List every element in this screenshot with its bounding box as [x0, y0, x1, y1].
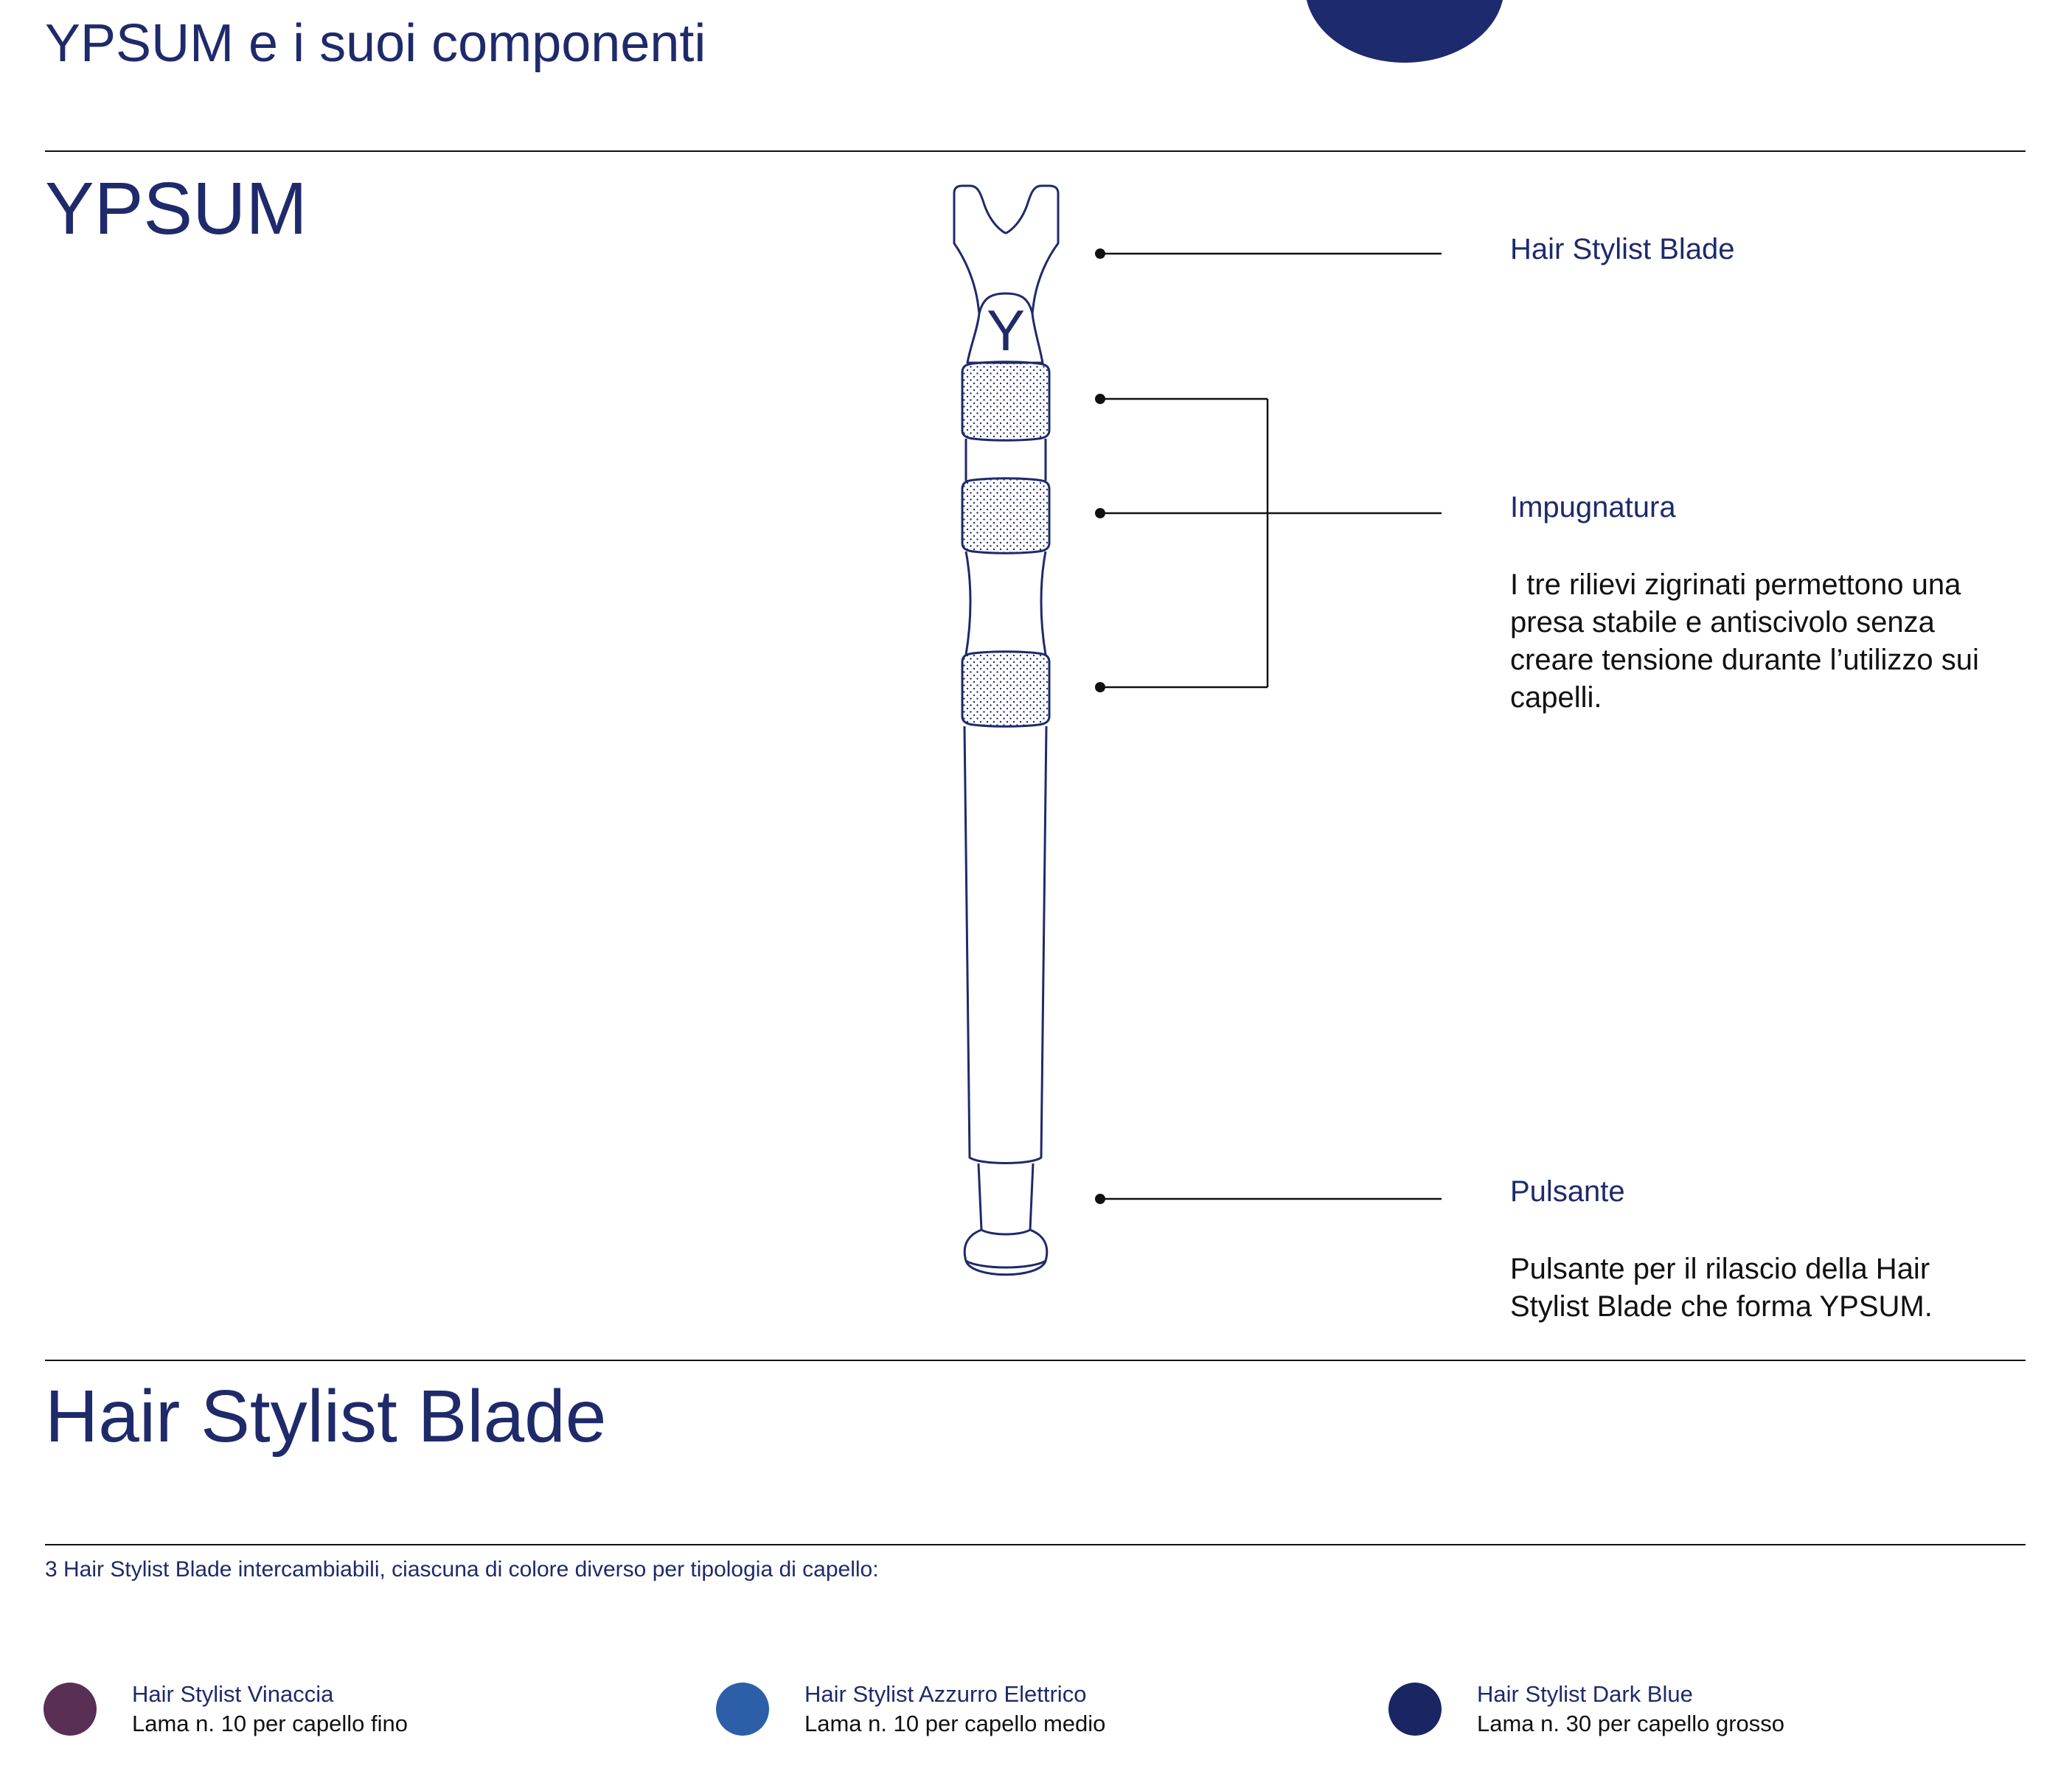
blade-outline [954, 186, 1058, 313]
variant-name-dark-blue: Hair Stylist Dark Blue [1477, 1681, 1693, 1707]
callout-label-blade: Hair Stylist Blade [1510, 233, 1735, 265]
leader-dot-grip-1 [1095, 394, 1105, 404]
blades-intro: 3 Hair Stylist Blade intercambiabili, ciascuna di colore diverso per tipologia di capello: [45, 1557, 879, 1582]
callout-label-grip: Impugnatura [1510, 491, 1676, 523]
shaft-segment-1 [966, 439, 1046, 481]
leader-dot-grip-3 [1095, 682, 1105, 692]
grip-band-1 [962, 362, 1049, 441]
variant-name-vinaccia: Hair Stylist Vinaccia [132, 1681, 334, 1707]
swatch-dark-blue [1388, 1683, 1442, 1736]
page-title: YPSUM e i suoi componenti [45, 14, 706, 73]
variant-name-azzurro-elettrico: Hair Stylist Azzurro Elettrico [804, 1681, 1087, 1707]
grip-band-2 [962, 479, 1049, 554]
blade-logo-letter: Y [986, 298, 1026, 363]
shaft-body [964, 726, 1046, 1163]
divider [45, 1360, 2026, 1361]
grip-band-3 [962, 652, 1049, 727]
leader-dot-button [1095, 1194, 1105, 1204]
callout-label-button: Pulsante [1510, 1175, 1625, 1208]
variant-desc-azzurro-elettrico: Lama n. 10 per capello medio [804, 1711, 1106, 1736]
callout-desc-grip: I tre rilievi zigrinati permettono una presa stabile e antiscivolo senza creare tensione durante l’utilizzo sui capelli. [1510, 568, 1979, 714]
leader-dot-blade [1095, 248, 1105, 259]
section-title-blade: Hair Stylist Blade [45, 1375, 607, 1458]
button-stem [978, 1163, 1033, 1234]
variant-desc-vinaccia: Lama n. 10 per capello fino [132, 1711, 408, 1736]
swatch-vinaccia [44, 1683, 97, 1736]
callout-desc-button: Pulsante per il rilascio della Hair Stylist Blade che forma YPSUM. [1510, 1253, 1933, 1323]
variant-desc-dark-blue: Lama n. 30 per capello grosso [1477, 1711, 1785, 1736]
divider [45, 1544, 2026, 1545]
button-cap-rim [966, 1261, 1046, 1267]
swatch-azzurro-elettrico [716, 1683, 769, 1736]
section-title-ypsum: YPSUM [45, 167, 307, 250]
shaft-waist [966, 552, 1046, 655]
leader-dot-grip-2 [1095, 508, 1105, 518]
